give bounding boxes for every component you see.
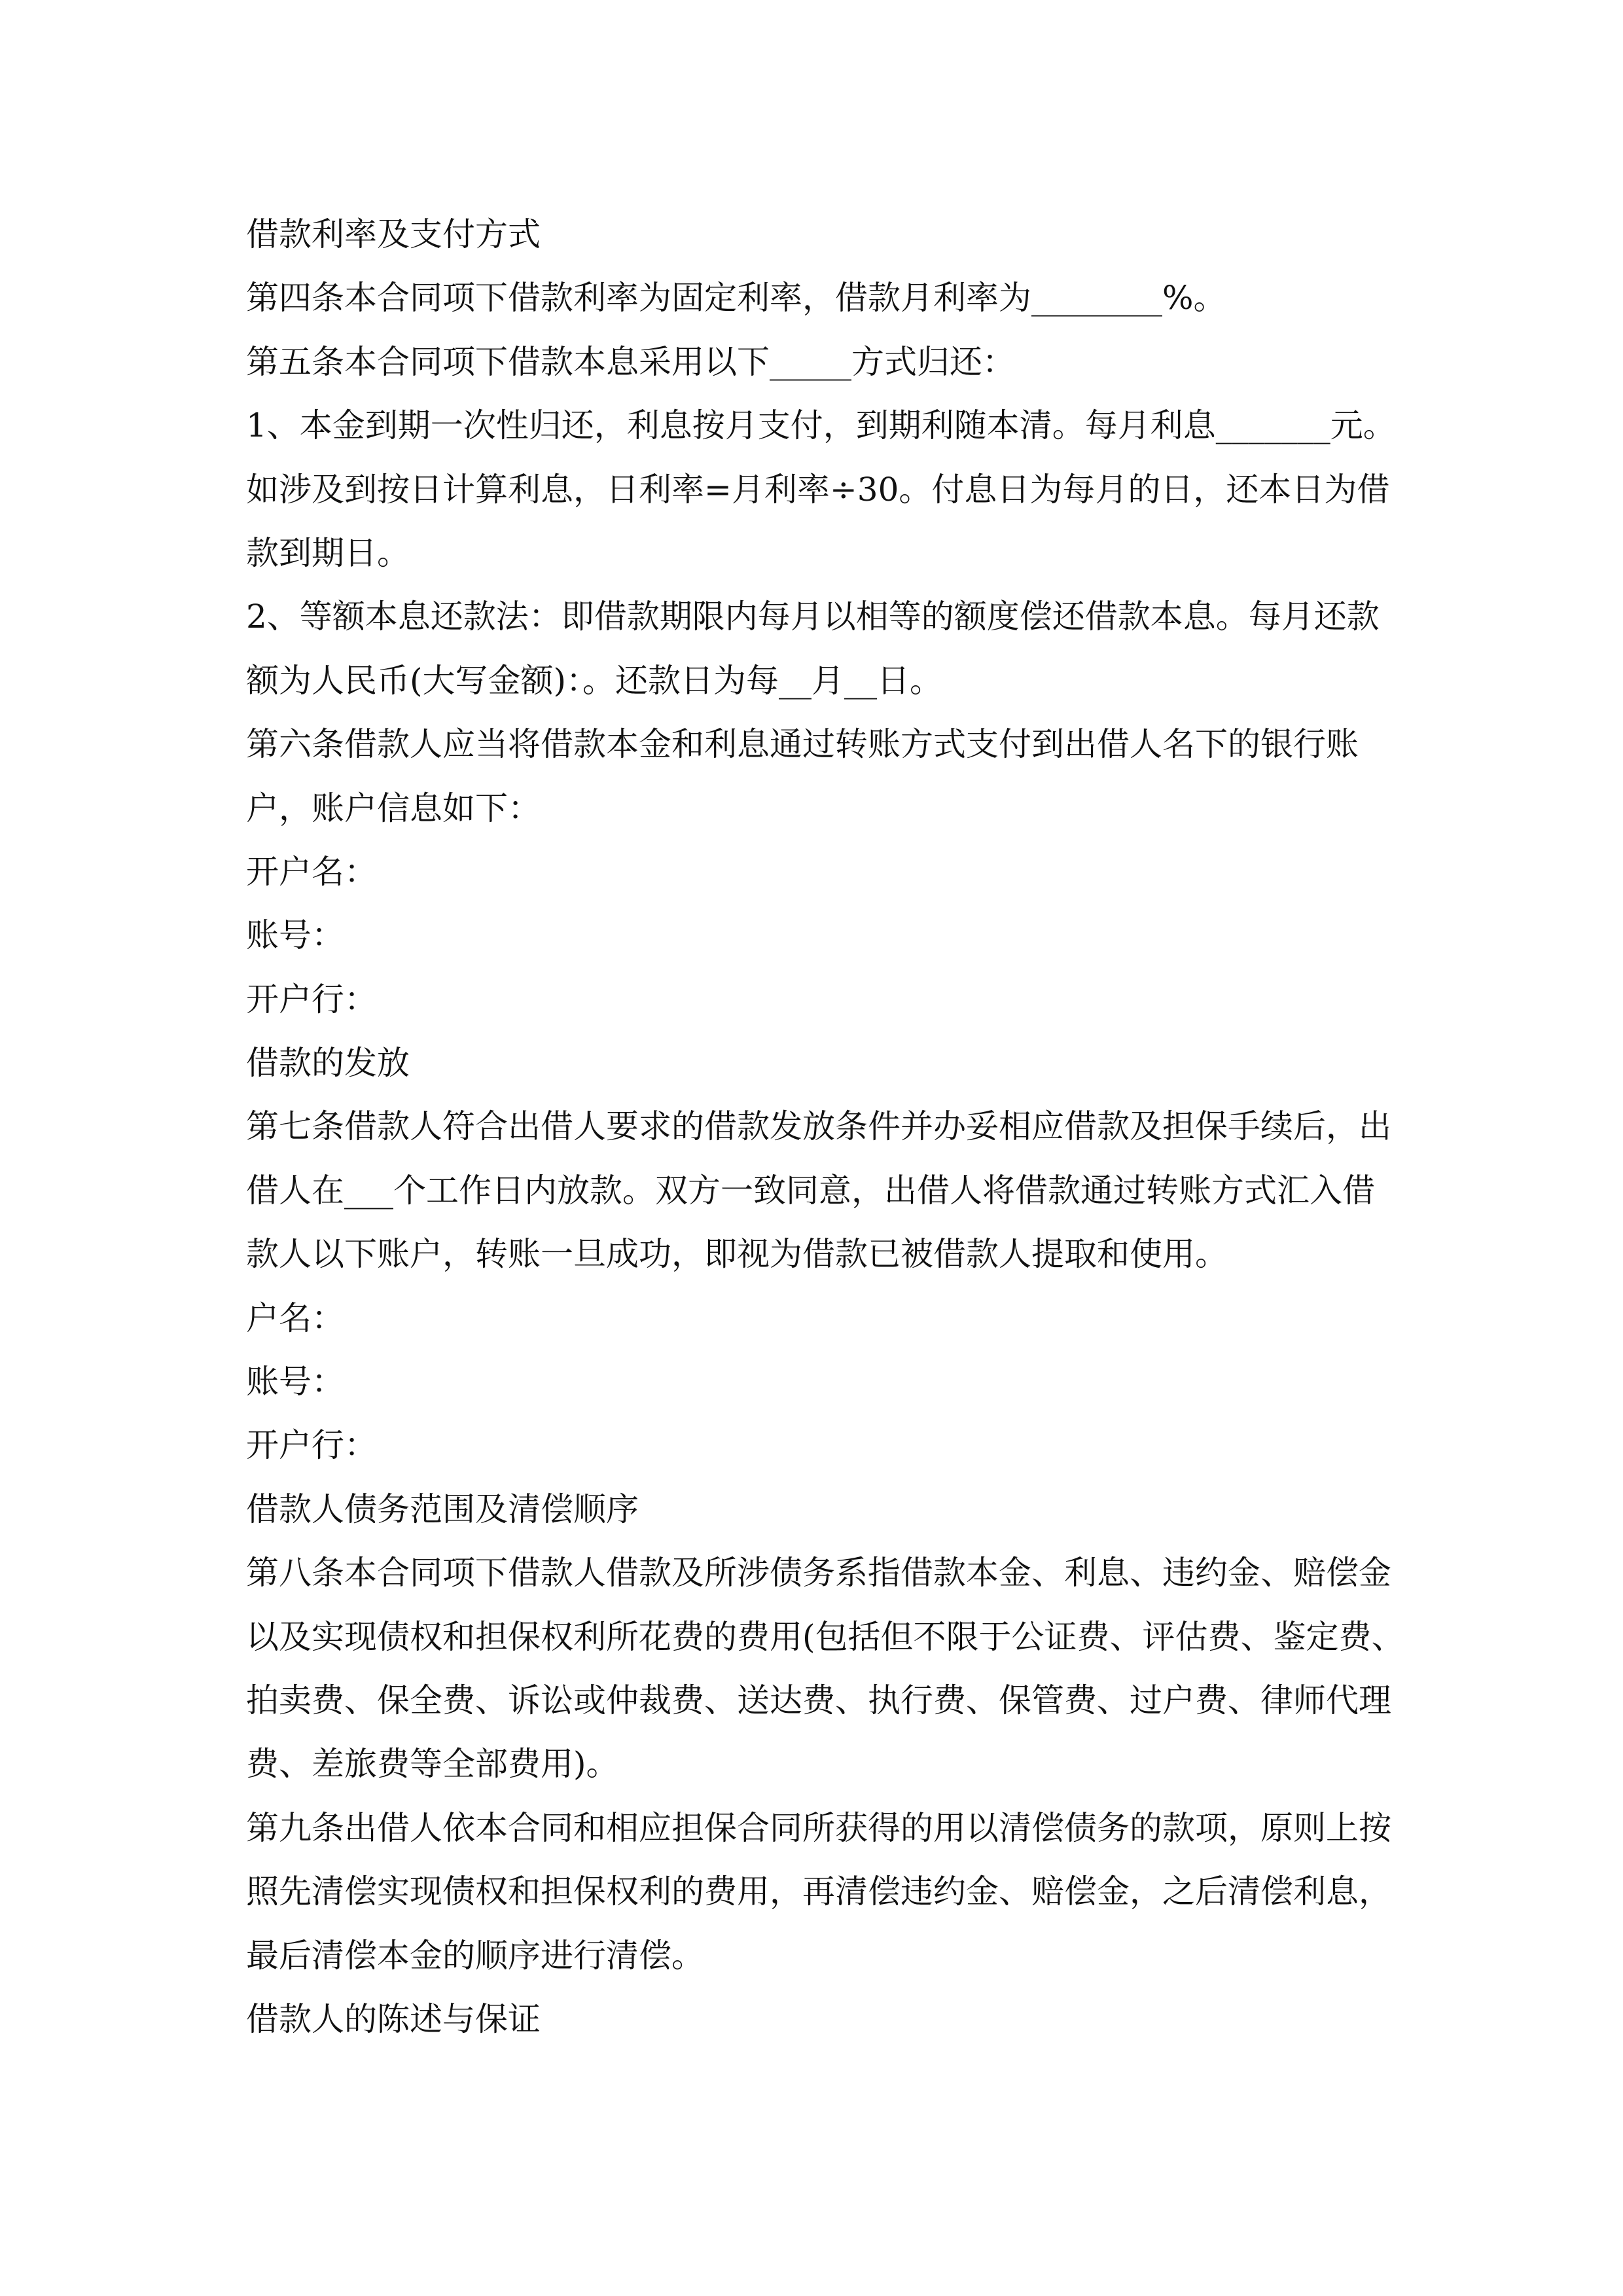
paragraph-line: 最后清偿本金的顺序进行清偿。 (246, 1936, 704, 1975)
field-label-account-number: 账号： (246, 1363, 344, 1401)
paragraph-line: 如涉及到按日计算利息，日利率=月利率÷30。付息日为每月的日，还本日为借 (246, 470, 1390, 509)
paragraph-line: 款人以下账户，转账一旦成功，即视为借款已被借款人提取和使用。 (246, 1235, 1228, 1274)
paragraph-line: 第六条借款人应当将借款本金和利息通过转账方式支付到出借人名下的银行账 (246, 725, 1359, 764)
paragraph-line: 第四条本合同项下借款利率为固定利率，借款月利率为________%。 (246, 279, 1226, 317)
section-heading-representations: 借款人的陈述与保证 (246, 2000, 541, 2038)
paragraph-line: 款到期日。 (246, 533, 410, 572)
section-heading-debt-scope: 借款人债务范围及清偿顺序 (246, 1490, 639, 1528)
section-heading-disbursement: 借款的发放 (246, 1044, 410, 1083)
paragraph-line: 2、等额本息还款法：即借款期限内每月以相等的额度偿还借款本息。每月还款 (246, 598, 1380, 636)
field-label-holder-name: 户名： (246, 1299, 344, 1337)
section-heading-interest: 借款利率及支付方式 (246, 215, 541, 253)
document-body (246, 203, 1404, 2051)
paragraph-line: 1、本金到期一次性归还，利息按月支付，到期利随本清。每月利息_______元。 (246, 406, 1396, 445)
paragraph-line: 借人在___个工作日内放款。双方一致同意，出借人将借款通过转账方式汇入借 (246, 1171, 1375, 1210)
paragraph-line: 费、差旅费等全部费用)。 (246, 1745, 619, 1784)
paragraph-line: 以及实现债权和担保权利所花费的费用(包括但不限于公证费、评估费、鉴定费、 (246, 1617, 1404, 1656)
field-label-account-number: 账号： (246, 916, 344, 955)
field-label-account-name: 开户名： (246, 852, 377, 891)
field-label-bank: 开户行： (246, 1426, 377, 1465)
paragraph-line: 第八条本合同项下借款人借款及所涉债务系指借款本金、利息、违约金、赔偿金 (246, 1554, 1391, 1592)
paragraph-line: 第五条本合同项下借款本息采用以下_____方式归还： (246, 342, 1015, 381)
paragraph-line: 拍卖费、保全费、诉讼或仲裁费、送达费、执行费、保管费、过户费、律师代理 (246, 1681, 1391, 1719)
field-label-bank: 开户行： (246, 980, 377, 1018)
paragraph-line: 额为人民币(大写金额)：。还款日为每__月__日。 (246, 661, 943, 700)
paragraph-line: 第七条借款人符合出借人要求的借款发放条件并办妥相应借款及担保手续后，出 (246, 1107, 1391, 1146)
paragraph-line: 第九条出借人依本合同和相应担保合同所获得的用以清偿债务的款项，原则上按 (246, 1808, 1391, 1847)
paragraph-line: 照先清偿实现债权和担保权利的费用，再清偿违约金、赔偿金，之后清偿利息， (246, 1873, 1391, 1911)
paragraph-line: 户，账户信息如下： (246, 789, 541, 827)
